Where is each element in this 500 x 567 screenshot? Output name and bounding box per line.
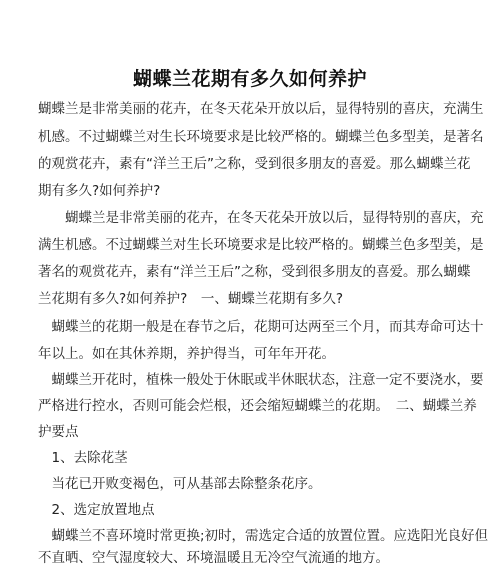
paragraph-line: 蝴蝶兰是非常美丽的花卉，在冬天花朵开放以后，显得特别的喜庆，充 xyxy=(38,210,484,226)
section-heading: 1、去除花茎 xyxy=(38,450,128,466)
paragraph-line: 严格进行控水，否则可能会烂根，还会缩短蝴蝶兰的花期。 二、蝴蝶兰养 xyxy=(38,398,477,414)
paragraph-line: 蝴蝶兰不喜环境时常更换;初时，需选定合适的放置位置。应选阳光良好但 xyxy=(38,528,489,544)
paragraph-line: 著名的观赏花卉，素有“洋兰王后”之称，受到很多朋友的喜爱。那么蝴蝶 xyxy=(38,264,471,280)
paragraph-line: 年以上。如在其休养期，养护得当，可年年开花。 xyxy=(38,346,335,362)
paragraph-line: 蝴蝶兰开花时，植株一般处于休眠或半休眠状态，注意一定不要浇水，要 xyxy=(38,372,484,388)
paragraph-line: 蝴蝶兰的花期一般是在春节之后，花期可达两至三个月，而其寿命可达十 xyxy=(38,319,484,335)
paragraph-line: 的观赏花卉，素有“洋兰王后”之称，受到很多朋友的喜爱。那么蝴蝶兰花 xyxy=(38,156,471,172)
paragraph-line: 护要点 xyxy=(38,424,79,440)
paragraph-line: 满生机感。不过蝴蝶兰对生长环境要求是比较严格的。蝴蝶兰色多型美，是 xyxy=(38,237,484,253)
paragraph-line: 期有多久?如何养护? xyxy=(38,183,161,199)
paragraph-line: 机感。不过蝴蝶兰对生长环境要求是比较严格的。蝴蝶兰色多型美，是著名 xyxy=(38,129,484,145)
section-heading: 2、选定放置地点 xyxy=(38,502,155,518)
article-title: 蝴蝶兰花期有多久如何养护 xyxy=(132,68,367,90)
paragraph-line: 兰花期有多久?如何养护? 一、蝴蝶兰花期有多久? xyxy=(38,291,343,307)
paragraph-line: 当花已开败变褐色，可从基部去除整条花序。 xyxy=(38,476,322,492)
paragraph-line: 蝴蝶兰是非常美丽的花卉，在冬天花朵开放以后，显得特别的喜庆，充满生 xyxy=(38,101,484,117)
paragraph-line: 不直晒、空气湿度较大、环境温暖且无冷空气流通的地方。 xyxy=(38,550,389,566)
